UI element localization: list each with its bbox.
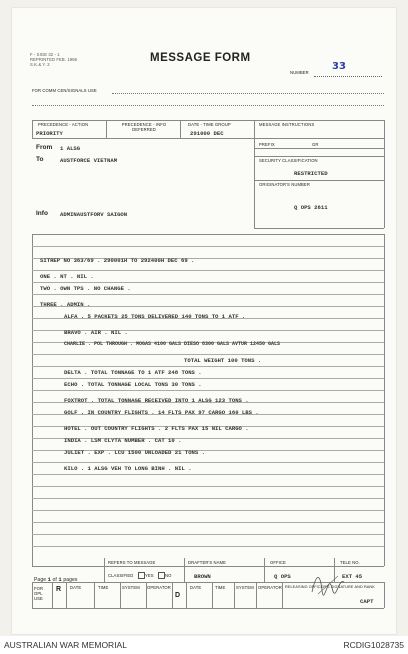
precedence-info-label: PRECEDENCE - INFO DEFERRED bbox=[121, 122, 167, 132]
ruled-line bbox=[32, 510, 384, 511]
message-instructions-label: MESSAGE INSTRUCTIONS bbox=[259, 122, 315, 127]
date-label: DATE bbox=[70, 585, 82, 590]
rule bbox=[32, 582, 33, 608]
body-line: INDIA . LSM CLYTA NUMBER . CAT 10 . bbox=[64, 437, 182, 444]
info-value: ADMINAUSTFORV SAIGON bbox=[60, 211, 128, 218]
body-line: GOLF . IN COUNTRY FLIGHTS . 14 FLTS PAX 97 CARGO 160 LBS . bbox=[64, 409, 259, 416]
operator-label-2: OPERATOR bbox=[258, 585, 282, 590]
time-label-2: TIME bbox=[215, 585, 226, 590]
originator-value: Q OPS 2611 bbox=[294, 204, 328, 211]
info-label: Info bbox=[36, 210, 48, 217]
body-line: TOTAL WEIGHT 100 TONS . bbox=[184, 357, 262, 364]
page-value: 1 bbox=[47, 576, 52, 583]
pages-label: pages bbox=[63, 577, 78, 583]
body-line: CHARLIE . POL THROUGH . MOGAS 4100 GALS DIESO 8300 GALS AVTUR 12450 GALS bbox=[64, 341, 281, 347]
ruled-line bbox=[32, 462, 384, 463]
rule bbox=[172, 582, 173, 608]
form-code-line: S.K.& Y. 2 bbox=[30, 62, 50, 67]
from-label: From bbox=[36, 144, 53, 151]
precedence-action-value: PRIORITY bbox=[36, 130, 63, 137]
no-label: NO bbox=[165, 573, 172, 578]
form-code bbox=[30, 52, 77, 67]
time-label: TIME bbox=[98, 585, 109, 590]
rule bbox=[254, 156, 384, 157]
body-line: THREE . ADMIN . bbox=[40, 301, 91, 308]
date-label-2: DATE bbox=[190, 585, 202, 590]
form-code-line: F - SIGE 32 - 1 bbox=[30, 52, 60, 57]
body-line: DELTA . TOTAL TONNAGE TO 1 ATF 248 TONS . bbox=[64, 369, 202, 376]
for-opl-use-label: FOR OPL USE bbox=[34, 586, 44, 601]
system-label: SYSTEM bbox=[122, 585, 140, 590]
rule bbox=[32, 234, 384, 235]
form-title: MESSAGE FORM bbox=[150, 52, 251, 64]
body-line: ONE . NT . NIL . bbox=[40, 273, 94, 280]
rule bbox=[234, 582, 235, 608]
drafter-value: BROWN bbox=[194, 573, 211, 580]
number-label: NUMBER bbox=[290, 70, 309, 75]
ruled-line bbox=[32, 294, 384, 295]
d-label: D bbox=[175, 592, 181, 599]
ruled-line bbox=[32, 474, 384, 475]
rule bbox=[32, 120, 384, 121]
rule bbox=[184, 558, 185, 582]
rule bbox=[32, 120, 33, 138]
number-underline bbox=[314, 76, 382, 77]
rule bbox=[180, 120, 181, 138]
yes-label: YES bbox=[145, 573, 154, 578]
body-line: TWO . OWN TPS . NO CHANGE . bbox=[40, 285, 131, 292]
ruled-line bbox=[32, 522, 384, 523]
rule bbox=[32, 138, 384, 139]
body-line: SITREP NO 363/69 . 290001H TO 292400H DEC 69 . bbox=[40, 257, 195, 264]
rule bbox=[254, 228, 384, 229]
to-label: To bbox=[36, 156, 44, 163]
classified-yes-checkbox[interactable] bbox=[138, 572, 145, 579]
rule bbox=[106, 120, 107, 138]
body-line: KILO . 1 ALSG VEH TO LONG BINH . NIL . bbox=[64, 465, 192, 472]
rule bbox=[32, 234, 33, 566]
rule bbox=[264, 558, 265, 582]
rule bbox=[66, 582, 67, 608]
ruled-line bbox=[32, 546, 384, 547]
releasing-value: CAPT bbox=[360, 598, 374, 605]
classified-label: CLASSIFIED bbox=[108, 573, 134, 578]
originator-label: ORIGINATOR'S NUMBER bbox=[259, 182, 310, 187]
precedence-action-label: PRECEDENCE - ACTION bbox=[38, 122, 89, 127]
message-form-sheet bbox=[12, 8, 396, 634]
rule bbox=[254, 120, 255, 228]
rule bbox=[52, 582, 53, 608]
number-value: 33 bbox=[332, 61, 346, 72]
rule bbox=[212, 582, 213, 608]
body-line: JULIET . EXP . LCU 1500 UNLOADED 21 TONS . bbox=[64, 449, 205, 456]
caption-right: RCDIG1028735 bbox=[343, 640, 404, 650]
rule bbox=[94, 582, 95, 608]
of-label: of bbox=[52, 577, 57, 583]
ruled-line bbox=[32, 270, 384, 271]
body-line: BRAVO . AIR . NIL . bbox=[64, 329, 128, 336]
operator-label: OPERATOR bbox=[147, 585, 171, 590]
rule bbox=[282, 582, 283, 608]
dtg-value: 291000 DEC bbox=[190, 130, 224, 137]
pages-value: 1 bbox=[58, 576, 62, 583]
archive-caption bbox=[0, 636, 408, 654]
security-label: SECURITY CLASSIFICATION bbox=[259, 158, 318, 163]
rule bbox=[32, 566, 384, 567]
office-value: Q OPS bbox=[274, 573, 291, 580]
rule bbox=[384, 582, 385, 608]
rule bbox=[32, 608, 384, 609]
signature-scribble bbox=[308, 568, 348, 598]
prefix-label: PREFIX bbox=[259, 142, 275, 147]
dtg-label: DATE - TIME GROUP bbox=[188, 122, 231, 127]
ruled-line bbox=[32, 246, 384, 247]
ruled-line bbox=[32, 378, 384, 379]
releasing-label: RELEASING OFFICER'S SIGNATURE AND RANK bbox=[285, 585, 375, 589]
security-value: RESTRICTED bbox=[294, 170, 328, 177]
body-line: ALFA . 5 PACKETS 25 TONS DELIVERED 140 TONS TO 1 ATF . bbox=[64, 313, 246, 320]
ruled-line bbox=[32, 390, 384, 391]
rule bbox=[254, 148, 384, 149]
comm-cen-label: FOR COMM CEN/SIGNALS USE bbox=[32, 88, 97, 93]
ruled-line bbox=[32, 486, 384, 487]
ruled-line bbox=[32, 366, 384, 367]
refers-label: REFERS TO MESSAGE bbox=[108, 560, 156, 565]
ruled-line bbox=[32, 282, 384, 283]
rule bbox=[384, 120, 385, 228]
office-label: OFFICE bbox=[270, 560, 286, 565]
ruled-line bbox=[32, 534, 384, 535]
form-code-line: REPRINTED FEB. 1966 bbox=[30, 57, 78, 62]
rule bbox=[254, 180, 384, 181]
comm-cen-line bbox=[112, 93, 384, 94]
rule bbox=[120, 582, 121, 608]
drafter-label: DRAFTER'S NAME bbox=[188, 560, 227, 565]
rule bbox=[384, 234, 385, 566]
r-label: R bbox=[56, 586, 62, 593]
rule bbox=[256, 582, 257, 608]
from-value: 1 ALSG bbox=[60, 145, 81, 152]
classified-no-checkbox[interactable] bbox=[158, 572, 165, 579]
caption-left: AUSTRALIAN WAR MEMORIAL bbox=[4, 640, 127, 650]
body-line: ECHO . TOTAL TONNAGE LOCAL TONS 30 TONS . bbox=[64, 381, 202, 388]
system-label-2: SYSTEM bbox=[236, 585, 254, 590]
rule bbox=[186, 582, 187, 608]
rule bbox=[104, 558, 105, 582]
body-line: HOTEL . OUT COUNTRY FLIGHTS . 2 FLTS PAX 15 NIL CARGO . bbox=[64, 425, 249, 432]
gr-label: GR bbox=[312, 142, 319, 147]
tele-value: EXT 45 bbox=[342, 573, 363, 580]
page-label: Page bbox=[34, 577, 47, 583]
to-value: AUSTFORCE VIETNAM bbox=[60, 157, 118, 164]
tele-label: TELE NO. bbox=[340, 560, 360, 565]
body-line: FOXTROT . TOTAL TONNAGE RECEIVED INTO 1 ALSG 123 TONS . bbox=[64, 397, 249, 404]
ruled-line bbox=[32, 498, 384, 499]
comm-cen-line-2 bbox=[32, 105, 384, 106]
ruled-line bbox=[32, 354, 384, 355]
